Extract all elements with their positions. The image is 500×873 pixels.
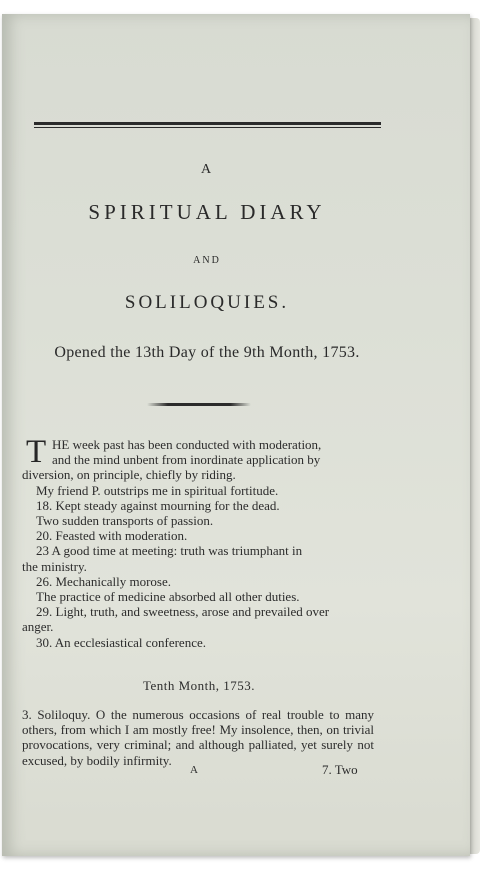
first-entry-line-1: HE week past has been conducted with moderation, <box>52 437 322 452</box>
entry-line: Two sudden transports of passion. <box>36 513 214 529</box>
entry-line: My friend P. outstrips me in spiritual fortitude. <box>36 482 279 498</box>
entry-line: 18. Kept steady against mourning for the dead. <box>36 497 280 513</box>
entry-line: 30. An ecclesiastical conference. <box>36 634 206 650</box>
signature-mark: A <box>190 764 198 776</box>
first-entry-line-3: diversion, on principle, chiefly by riding. <box>22 467 236 483</box>
title-main: SPIRITUAL DIARY <box>88 200 326 224</box>
entry-line: 20. Feasted with moderation. <box>36 528 188 544</box>
entry-line: the ministry. <box>22 558 87 574</box>
title-subtitle: SOLILOQUIES. <box>124 292 290 313</box>
first-entry <box>22 434 376 470</box>
section-heading: Tenth Month, 1753. <box>142 678 256 693</box>
opened-date-line: Opened the 13th Day of the 9th Month, 1753. <box>54 344 360 361</box>
title-article: A <box>200 162 214 177</box>
title-and: AND <box>193 255 221 266</box>
diary-entries <box>22 434 376 650</box>
catchword: 7. Two <box>322 762 358 777</box>
soliloquy-paragraph: 3. Soliloquy. O the numerous occasions of real trouble to many others, from which I am mostly free! My insolence, then, on trivial provocations, very criminal; and although palliated, yet surely not excused, by bodily infirmity. <box>22 707 374 768</box>
entry-line: anger. <box>22 619 54 635</box>
first-entry-line-2: and the mind unbent from inordinate application by <box>52 452 321 468</box>
entry-line: 26. Mechanically morose. <box>36 573 172 589</box>
ornamental-rule <box>147 403 251 406</box>
drop-cap: T <box>26 434 47 470</box>
entry-line: The practice of medicine absorbed all other duties. <box>36 589 300 605</box>
entry-line: 23 A good time at meeting: truth was triumphant in <box>36 543 303 559</box>
entry-line: 29. Light, truth, and sweetness, arose and prevailed over <box>36 604 330 620</box>
header-rule <box>34 122 381 128</box>
